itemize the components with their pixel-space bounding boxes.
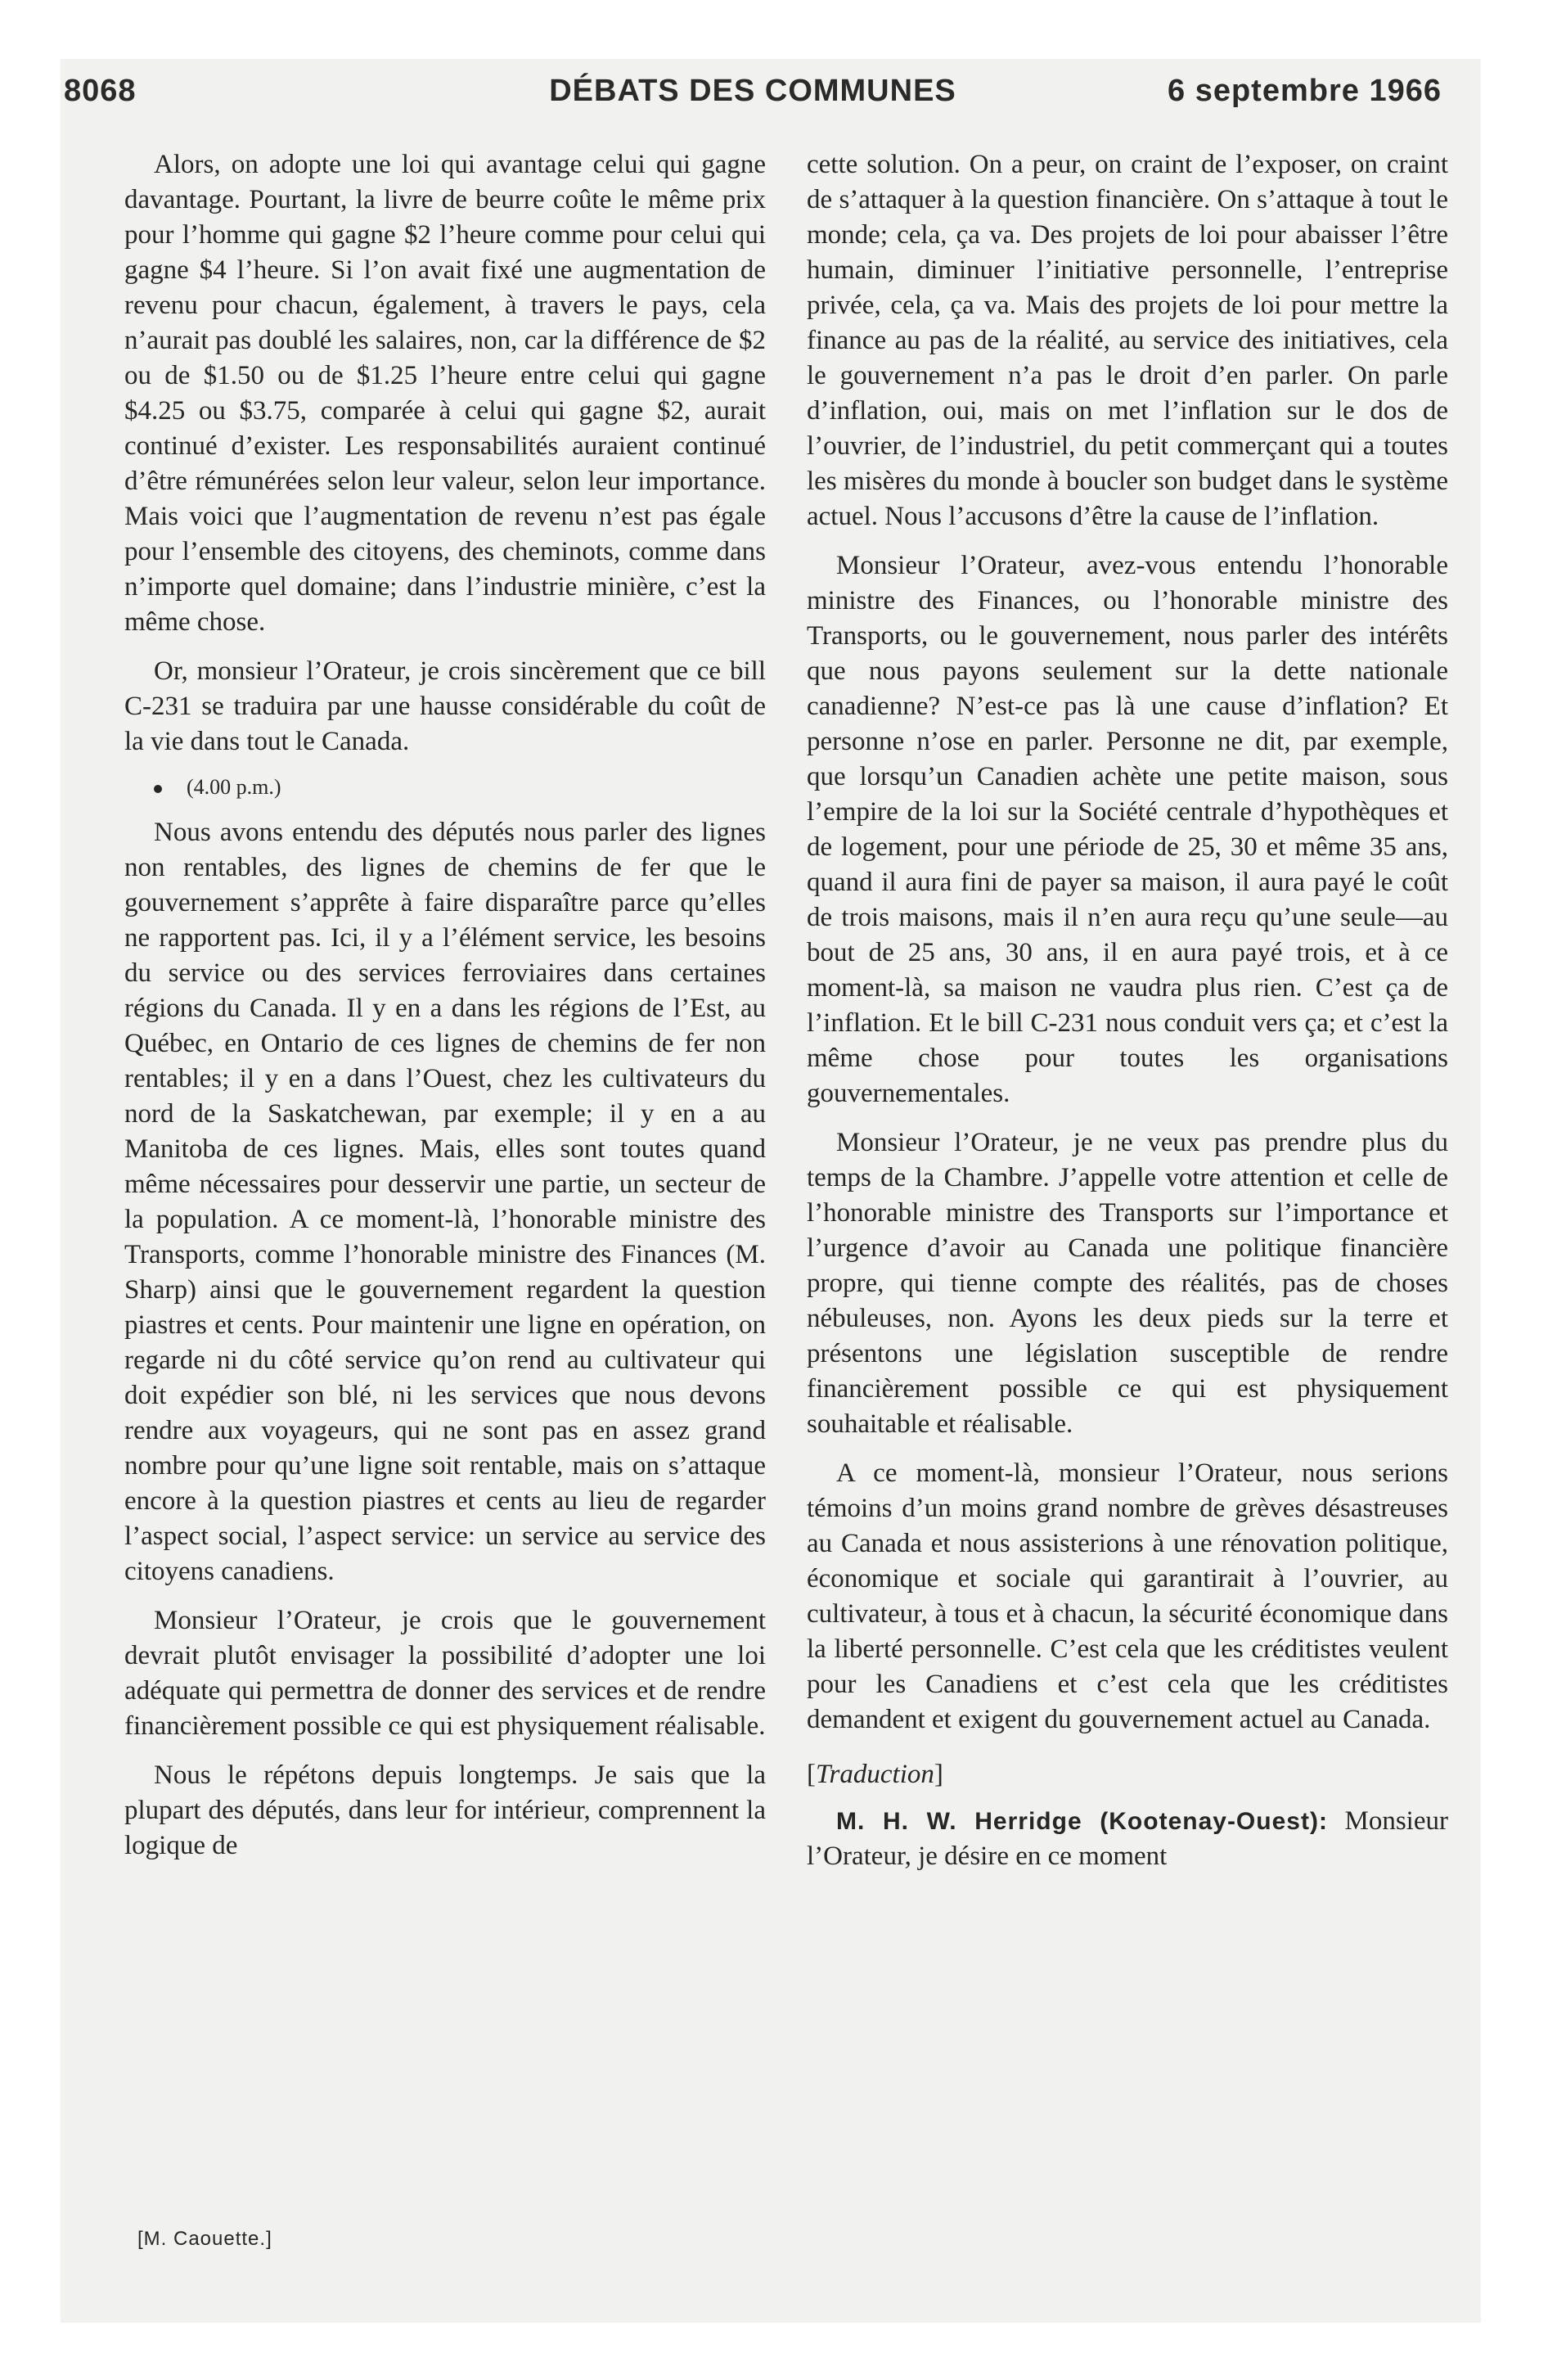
bullet-icon	[154, 785, 162, 793]
page-header	[64, 74, 1442, 115]
paragraph: Alors, on adopte une loi qui avantage celui qui gagne davantage. Pourtant, la livre de beurre coûte le même prix pour l’homme qui gagne $2 l’heure comme pour celui qui gagne $4 l’heure. Si l’on avait fixé une augmentation de revenu pour chacun, également, à travers le pays, cela n’aurait pas doublé les salaires, non, car la différence de $2 ou de $1.50 ou de $1.25 l’heure entre celui qui gagne $4.25 ou $3.75, comparée à celui qui gagne $2, aurait continué d’exister. Les responsabilités auraient continué d’être rémunérées selon leur valeur, selon leur importance. Mais voici que l’augmentation de revenu n’est pas égale pour l’ensemble des citoyens, des cheminots, comme dans n’importe quel domaine; dans l’industrie minière, c’est la même chose.	[124, 150, 766, 637]
time-marker	[124, 773, 766, 801]
paragraph: cette solution. On a peur, on craint de l’exposer, on craint de s’attaquer à la question financière. On s’attaque à tout le monde; cela, ça va. Des projets de loi pour abaisser l’être humain, diminuer l’initiative personnelle, l’entreprise privée, cela, ça va. Mais des projets de loi pour mettre la finance au pas de la réalité, au service des initiatives, cela le gouvernement n’a pas le droit d’en parler. On parle d’inflation, oui, mais on met l’inflation sur le dos de l’ouvrier, de l’industriel, du petit commerçant qui a toutes les misères du monde à boucler son budget dans le système actuel. Nous l’accusons d’être la cause de l’inflation.	[807, 150, 1448, 531]
left-column	[124, 147, 766, 1877]
speaker-text: Monsieur l’Orateur, je désire en ce moment	[807, 1806, 1448, 1871]
paragraph: Monsieur l’Orateur, je ne veux pas prendre plus du temps de la Chambre. J’appelle votre attention et celle de l’honorable ministre des Transports sur l’importance et l’urgence d’avoir au Canada une politique financière propre, qui tienne compte des réalités, pas de choses nébuleuses, non. Ayons les deux pieds sur la terre et présentons une législation susceptible de rendre financièrement possible ce qui est physiquement souhaitable et réalisable.	[807, 1128, 1448, 1439]
speaker-paragraph	[807, 1804, 1448, 1874]
footer-speaker-name: [M. Caouette.]	[137, 2228, 272, 2250]
translation-marker: [Traduction]	[807, 1760, 943, 1789]
speaker-name: M. H. W. Herridge (Kootenay-Ouest):	[836, 1808, 1328, 1835]
paragraph: Or, monsieur l’Orateur, je crois sincèrement que ce bill C-231 se traduira par une hausse considérable du coût de la vie dans tout le Canada.	[124, 656, 766, 756]
time-label: (4.00 p.m.)	[187, 775, 281, 799]
sitting-date: 6 septembre 1966	[1168, 74, 1442, 108]
paragraph: Nous avons entendu des députés nous parler des lignes non rentables, des lignes de chemins de fer que le gouvernement s’apprête à faire disparaître parce qu’elles ne rapportent pas. Ici, il y a l’élément service, les besoins du service ou des services ferroviaires dans certaines régions du Canada. Il y en a dans les régions de l’Est, au Québec, en Ontario de ces lignes de chemins de fer non rentables; il y en a dans l’Ouest, chez les cultivateurs du nord de la Saskatchewan, par exemple; il y en a au Manitoba de ces lignes. Mais, elles sont toutes quand même nécessaires pour desservir une partie, un secteur de la population. A ce moment-là, l’honorable ministre des Transports, comme l’honorable ministre des Finances (M. Sharp) ainsi que le gouvernement regardent la question piastres et cents. Pour maintenir une ligne en opération, on regarde ni du côté service qu’on rend au cultivateur qui doit expédier son blé, ni les services que nous devons rendre aux voyageurs, qui ne sont pas en assez grand nombre pour qu’une ligne soit rentable, mais on s’attaque encore à la question piastres et cents au lieu de regarder l’aspect social, l’aspect service: un service au service des citoyens canadiens.	[124, 818, 766, 1586]
right-column	[807, 147, 1448, 1888]
publication-title: DÉBATS DES COMMUNES	[549, 74, 956, 108]
paragraph: Nous le répétons depuis longtemps. Je sais que la plupart des députés, dans leur for intérieur, comprennent la logique de	[124, 1760, 766, 1860]
page-number: 8068	[64, 74, 137, 108]
paragraph: Monsieur l’Orateur, avez-vous entendu l’honorable ministre des Finances, ou l’honorable ministre des Transports, ou le gouvernement, nous parler des intérêts que nous payons seulement sur la dette nationale canadienne? N’est-ce pas là une cause d’inflation? Et personne n’ose en parler. Personne ne dit, par exemple, que lorsqu’un Canadien achète une petite maison, sous l’empire de la loi sur la Société centrale d’hypothèques et de logement, pour une période de 25, 30 et même 35 ans, quand il aura fini de payer sa maison, il aura payé le coût de trois maisons, mais il n’en aura reçu qu’une seule—au bout de 25 ans, 30 ans, il en aura payé trois, et à ce moment-là, sa maison ne vaudra plus rien. C’est ça de l’inflation. Et le bill C-231 nous conduit vers ça; et c’est la même chose pour toutes les organisations gouvernementales.	[807, 551, 1448, 1108]
paragraph: A ce moment-là, monsieur l’Orateur, nous serions témoins d’un moins grand nombre de grèves désastreuses au Canada et nous assisterions à une rénovation politique, économique et sociale qui garantirait à l’ouvrier, au cultivateur, à tous et à chacun, la sécurité économique dans la liberté personnelle. C’est cela que les créditistes veulent pour les Canadiens et c’est cela que les créditistes demandent et exigent du gouvernement actuel au Canada.	[807, 1458, 1448, 1734]
translation-label: Traduction	[816, 1760, 934, 1789]
paragraph: Monsieur l’Orateur, je crois que le gouvernement devrait plutôt envisager la possibilité d’adopter une loi adéquate qui permettra de donner des services et de rendre financièrement possible ce qui est physiquement réalisable.	[124, 1606, 766, 1741]
